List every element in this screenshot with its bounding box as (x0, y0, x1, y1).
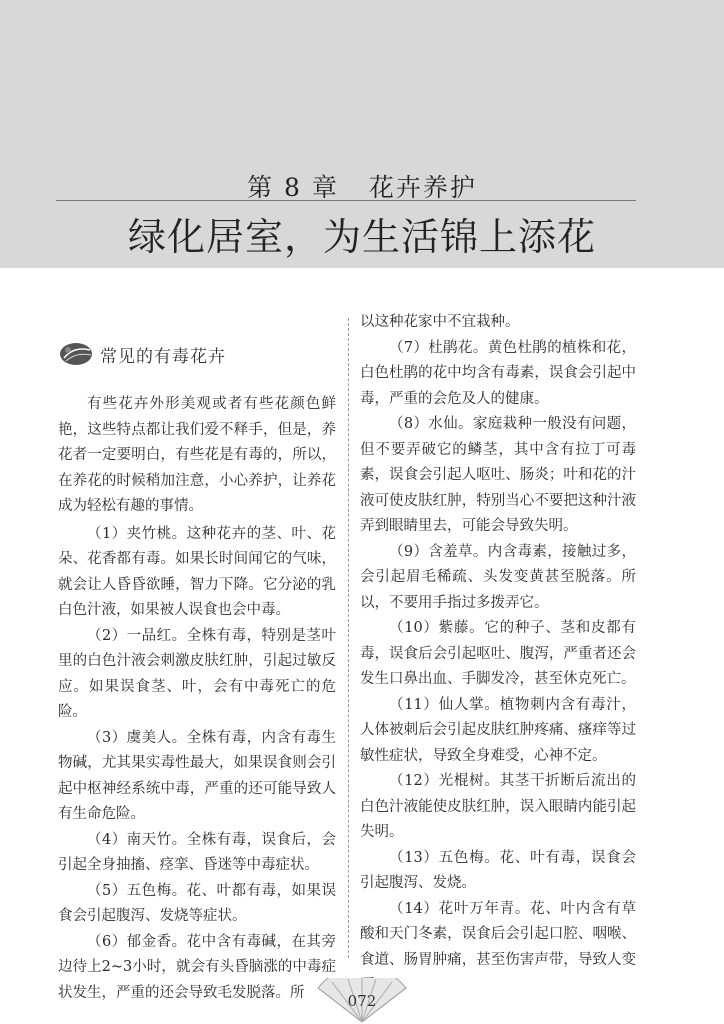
paragraph: （2）一品红。全株有毒，特别是茎叶里的白色汁液会刺激皮肤红肿，引起过敏反应。如果误食茎、叶，会有中毒死亡的危险。 (58, 627, 336, 720)
paragraph: （12）光棍树。其茎干折断后流出的白色汁液能使皮肤红肿，误入眼睛内能引起失明。 (360, 773, 636, 840)
section-title: 常见的有毒花卉 (100, 347, 226, 367)
paragraph: （11）仙人掌。植物刺内含有毒汁，人体被刺后会引起皮肤红肿疼痛、瘙痒等过敏性症状，导致全身难受，心神不定。 (360, 696, 636, 764)
paragraph: （3）虞美人。全株有毒，内含有毒生物碱，尤其果实毒性最大，如果误食则会引起中枢神经系统中毒，严重的还可能导致人有生命危险。 (58, 729, 336, 822)
paragraph: （1）夹竹桃。这种花卉的茎、叶、花朵、花香都有毒。如果长时间闻它的气味，就会让人昏昏欲睡，智力下降。它分泌的乳白色汁液，如果被人误食也会中毒。 (58, 525, 336, 618)
paragraph: （10）紫藤。它的种子、茎和皮都有毒，误食后会引起呕吐、腹泻，严重者还会发生口鼻出血、手脚发冷，甚至休克死亡。 (360, 620, 636, 687)
chapter-divider (56, 200, 636, 201)
paragraph: （14）花叶万年青。花、叶内含有草酸和天门冬素，误食后会引起口腔、咽喉、食道、肠胃肿痛，甚至伤害声带，导致人变 (360, 900, 636, 968)
right-column (360, 310, 636, 999)
chapter-title: 花卉养护 (368, 173, 477, 202)
chapter-subtitle: 绿化居室，为生活锦上添花 (127, 215, 596, 259)
paragraph: （6）郁金香。花中含有毒碱，在其旁边待上2~3小时，就会有头昏脑涨的中毒症状发生，严重的还会导致毛发脱落。所 (58, 933, 336, 1001)
column-divider (348, 318, 349, 958)
page-number-badge (304, 978, 420, 1024)
paragraph: （7）杜鹃花。黄色杜鹃的植株和花，白色杜鹃的花中均含有毒素，误食会引起中毒，严重的会危及人的健康。 (360, 339, 636, 407)
page-number: 072 (347, 992, 377, 1010)
paragraph: 有些花卉外形美观或者有些花颜色鲜艳，这些特点都让我们爱不释手，但是，养花者一定要明白，有些花是有毒的，所以，在养花的时候稍加注意，小心养护，让养花成为轻松有趣的事情。 (58, 396, 336, 514)
paragraph: （5）五色梅。花、叶都有毒，如果误食会引起腹泻、发烧等症状。 (58, 882, 336, 924)
left-column (58, 392, 336, 1006)
chapter-label: 第 8 章 (247, 173, 339, 202)
paragraph: （9）含羞草。内含毒素，接触过多，会引起眉毛稀疏、头发变黄甚至脱落。所以，不要用手指过多拨弄它。 (360, 543, 636, 611)
fan-leaf-icon (58, 338, 98, 368)
paragraph-continuation: 以这种花家中不宜栽种。 (360, 314, 520, 330)
section-heading (58, 338, 318, 368)
paragraph: （8）水仙。家庭栽种一般没有问题，但不要弄破它的鳞茎，其中含有拉丁可毒素，误食会引起人呕吐、肠炎；叶和花的汁液可使皮肤红肿，特别当心不要把这种汁液弄到眼睛里去，可能会导致失明。 (360, 416, 636, 534)
chapter-heading (0, 168, 724, 204)
paragraph: （4）南天竹。全株有毒，误食后，会引起全身抽搐、痉挛、昏迷等中毒症状。 (58, 831, 336, 873)
paragraph: （13）五色梅。花、叶有毒，误食会引起腹泻、发烧。 (360, 849, 636, 891)
